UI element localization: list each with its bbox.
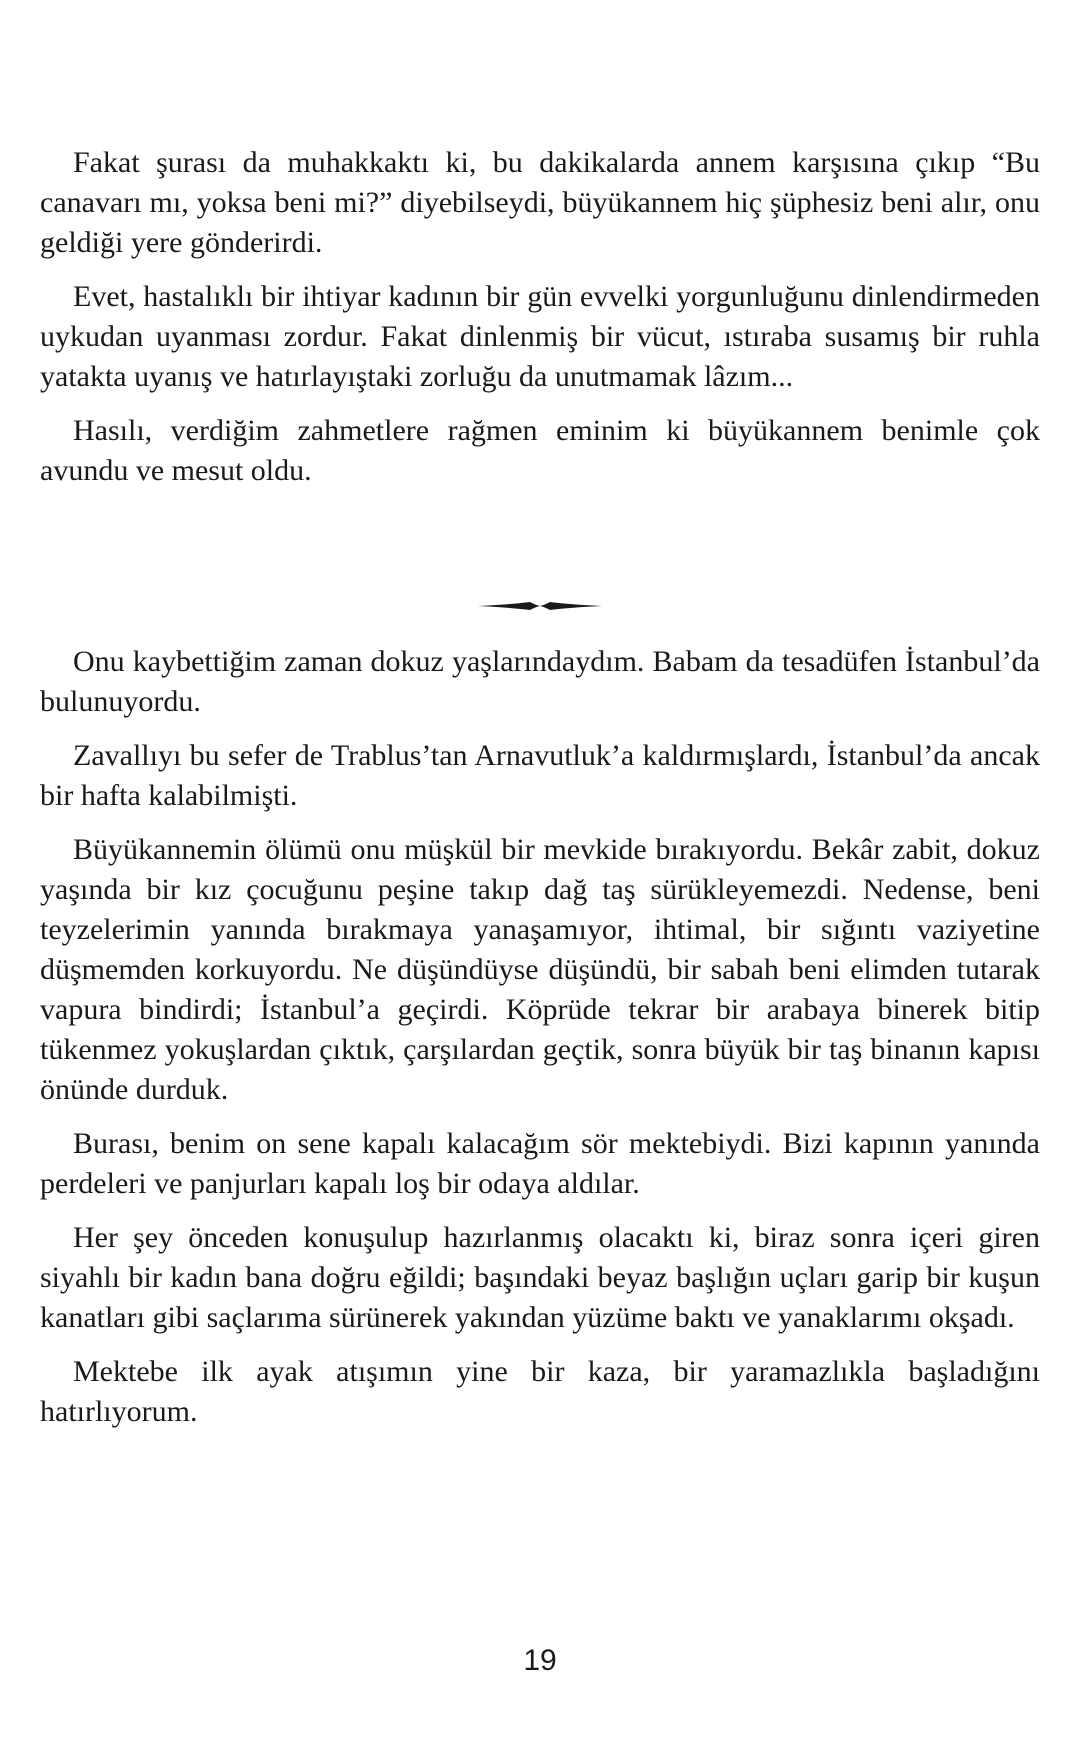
paragraph: Hasılı, verdiğim zahmetlere rağmen eminim ki büyükannem benimle çok avundu ve mesut oldu. <box>40 414 1040 487</box>
paragraph: Mektebe ilk ayak atışımın yine bir kaza, bir yaramazlıkla başladığını hatırlıyorum. <box>40 1355 1040 1428</box>
section-divider-ornament-icon <box>478 596 602 616</box>
paragraph: Fakat şurası da muhakkaktı ki, bu dakikalarda annem karşısına çıkıp “Bu canavarı mı, yoksa beni mi?” diyebilseydi, büyükannem hiç şüphesiz beni alır, onu geldiği yere gönderirdi. <box>40 146 1040 259</box>
page-number: 19 <box>523 1644 557 1677</box>
text-section-lower <box>40 642 1040 1446</box>
paragraph: Onu kaybettiğim zaman dokuz yaşlarındaydım. Babam da tesadüfen İstanbul’da bulunuyordu. <box>40 645 1040 718</box>
paragraph: Zavallıyı bu sefer de Trablus’tan Arnavutluk’a kaldırmışlardı, İstanbul’da ancak bir hafta kalabilmişti. <box>40 739 1040 812</box>
paragraph: Burası, benim on sene kapalı kalacağım sör mektebiydi. Bizi kapının yanında perdeleri ve panjurları kapalı loş bir odaya aldılar. <box>40 1127 1040 1200</box>
paragraph: Evet, hastalıklı bir ihtiyar kadının bir gün evvelki yorgunluğunu dinlendirmeden uykudan uyanması zordur. Fakat dinlenmiş bir vücut, ıstıraba susamış bir ruhla yatakta uyanış ve hatırlayıştaki zorluğu da unutmamak lâzım... <box>40 280 1040 393</box>
paragraph: Her şey önceden konuşulup hazırlanmış olacaktı ki, biraz sonra içeri giren siyahlı bir kadın bana doğru eğildi; başındaki beyaz başlığın uçları garip bir kuşun kanatları gibi saçlarıma sürünerek yakından yüzüme baktı ve yanaklarımı okşadı. <box>40 1221 1040 1334</box>
text-section-upper <box>40 143 1040 505</box>
paragraph: Büyükannemin ölümü onu müşkül bir mevkide bırakıyordu. Bekâr zabit, dokuz yaşında bir kız çocuğunu peşine takıp dağ taş sürükleyemezdi. Nedense, beni teyzelerimin yanında bırakmaya yanaşamıyor, ihtimal, bir sığıntı vaziyetine düşmemden korkuyordu. Ne düşündüyse düşündü, bir sabah beni elimden tutarak vapura bindirdi; İstanbul’a geçirdi. Köprüde tekrar bir arabaya binerek bitip tükenmez yokuşlardan çıktık, çarşılardan geçtik, sonra büyük bir taş binanın kapısı önünde durduk. <box>40 833 1040 1106</box>
book-page <box>40 0 1040 1738</box>
